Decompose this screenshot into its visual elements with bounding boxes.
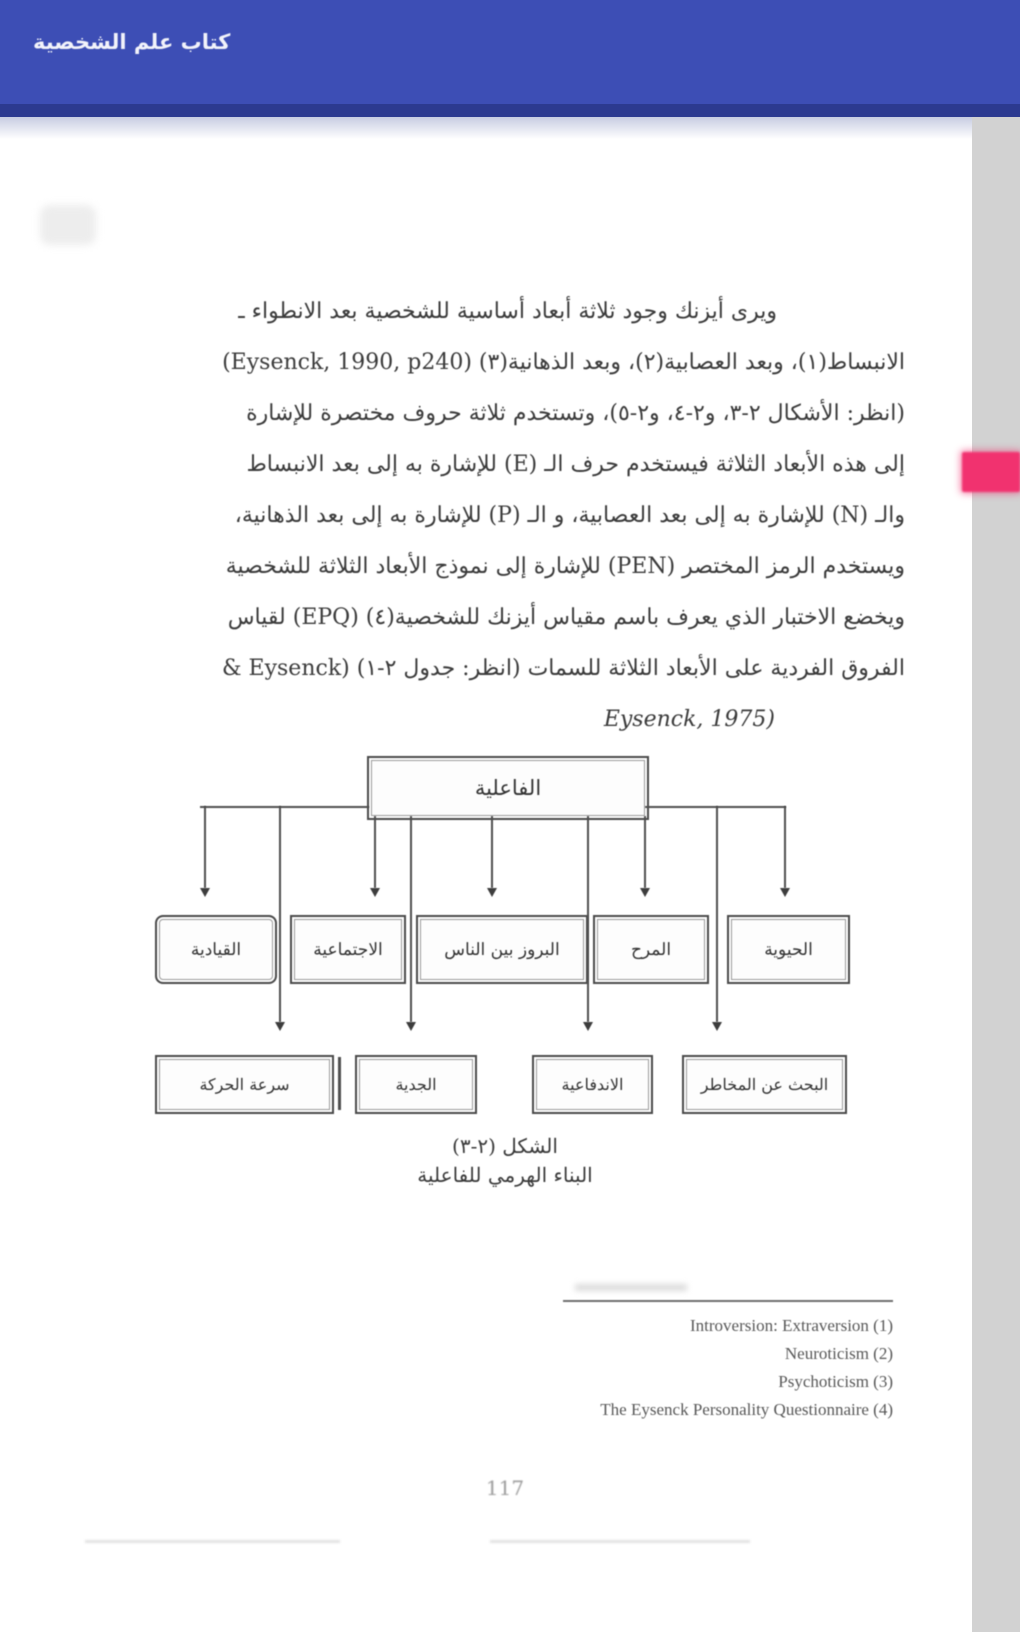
arrowhead — [712, 1022, 722, 1031]
footnote-rule — [563, 1300, 893, 1302]
paragraph-line: والـ (N) للإشارة به إلى بعد العصابية، و الـ (P) للإشارة به إلى بعد الذهانية، — [234, 503, 905, 528]
app-bar-bottom-edge — [0, 104, 1020, 117]
diagram-response-box: الاندفاعية — [532, 1055, 653, 1114]
paragraph-line: ويخضع الاختبار الذي يعرف باسم مقياس أيزنك للشخصية(٤) (EPQ) لقياس — [227, 605, 905, 630]
connector-line — [410, 816, 412, 1022]
paragraph-line: ويرى أيزنك وجود ثلاثة أبعاد أساسية للشخصية بعد الانطواء ـ — [238, 299, 777, 324]
arrowhead — [370, 888, 380, 897]
connector-rail-left — [200, 806, 369, 808]
diagram-trait-box: القيادية — [155, 915, 277, 984]
diagram-response-box: البحث عن المخاطر — [682, 1055, 847, 1114]
footnote-line: Psychoticism (3) — [778, 1372, 893, 1391]
connector-line — [374, 816, 376, 888]
connector-line — [784, 806, 786, 888]
book-title: كتاب علم الشخصية — [33, 30, 231, 54]
arrowhead — [583, 1022, 593, 1031]
connector-line — [716, 806, 718, 1022]
footnote-line: Neuroticism (2) — [784, 1344, 893, 1363]
footnotes — [433, 1312, 893, 1424]
connector-line — [204, 806, 206, 888]
paragraph-line: إلى هذه الأبعاد الثلاثة فيستخدم حرف الـ (E) للإشارة به إلى بعد الانبساط — [246, 452, 905, 477]
paragraph-line: الفروق الفردية على الأبعاد الثلاثة للسمات (انظر: جدول ٢-١) (Eysenck & — [221, 656, 905, 681]
scrollbar-thumb[interactable] — [962, 452, 1020, 492]
arrowhead — [487, 888, 497, 897]
arrowhead — [275, 1022, 285, 1031]
figure-caption-title: البناء الهرمي للفاعلية — [417, 1163, 593, 1187]
footnote-line: Introversion: Extraversion (1) — [690, 1316, 893, 1335]
arrowhead — [406, 1022, 416, 1031]
scan-artifact-line — [85, 1540, 340, 1543]
connector-line — [644, 816, 646, 888]
scrollbar-track[interactable] — [972, 117, 1020, 1632]
stray-scan-line — [338, 1057, 341, 1110]
connector-line — [279, 806, 281, 1022]
diagram-trait-box: المرح — [593, 915, 709, 984]
scan-artifact-line — [490, 1540, 750, 1543]
arrowhead — [200, 888, 210, 897]
arrowhead — [640, 888, 650, 897]
diagram-trait-box: الاجتماعية — [290, 915, 406, 984]
paragraph-line: الانبساط(١)، وبعد العصابية(٢)، وبعد الذهانية(٣) (Eysenck, 1990, p240) — [222, 350, 905, 375]
diagram-response-box: الجدية — [355, 1055, 477, 1114]
paragraph-line: (انظر: الأشكال ٢-٣، و٢-٤، و٢-٥)، وتستخدم ثلاثة حروف مختصرة للإشارة — [246, 401, 905, 426]
body-paragraph — [110, 286, 905, 745]
scan-smudge — [40, 205, 96, 245]
app-bar-shadow — [0, 117, 1020, 143]
diagram-trait-box: البروز بين الناس — [416, 915, 588, 984]
scan-smudge — [575, 1284, 687, 1291]
paragraph-line: ويستخدم الرمز المختصر (PEN) للإشارة إلى نموذج الأبعاد الثلاثة للشخصية — [225, 554, 905, 579]
diagram-root-box: الفاعلية — [367, 756, 649, 820]
page-number: 117 — [485, 1476, 525, 1500]
connector-line — [491, 816, 493, 888]
figure-caption-number: الشكل (٢-٣) — [452, 1134, 558, 1158]
paragraph-line-citation: Eysenck, 1975) — [603, 707, 775, 732]
arrowhead — [780, 888, 790, 897]
footnote-line: The Eysenck Personality Questionnaire (4) — [600, 1400, 893, 1419]
diagram-response-box: سرعة الحركة — [155, 1055, 334, 1114]
diagram-trait-box: الحيوية — [727, 915, 850, 984]
